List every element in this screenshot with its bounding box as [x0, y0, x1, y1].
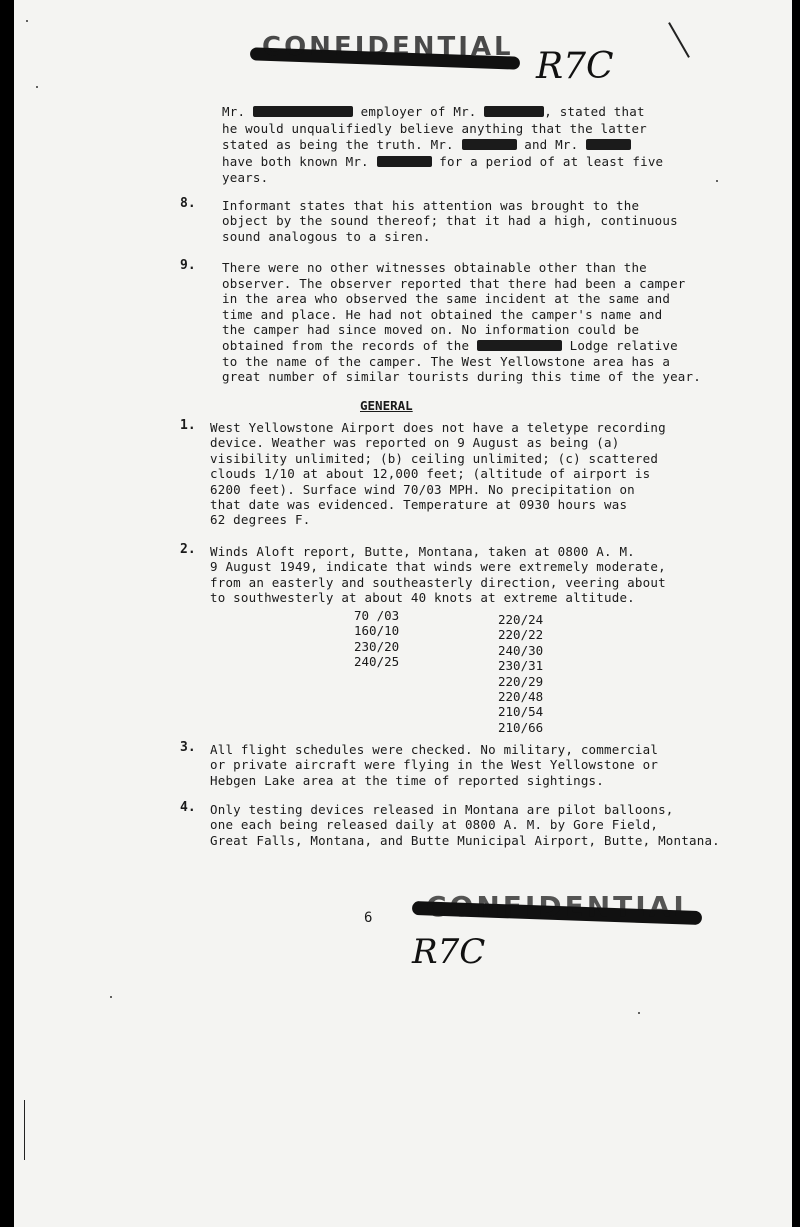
- scan-edge-mark: [668, 22, 690, 58]
- text-line: Informant states that his attention was brought to the: [222, 198, 640, 213]
- redaction-bar: [462, 139, 517, 150]
- redaction-bar: [377, 156, 432, 167]
- text-line: that date was evidenced. Temperature at 0930 hours was: [210, 497, 628, 512]
- text-line: 62 degrees F.: [210, 512, 311, 528]
- text-segment: There were no other witnesses obtainable other than the: [222, 260, 647, 275]
- text-line: object by the sound thereof; that it had a high, continuous: [222, 213, 678, 229]
- text-line: West Yellowstone Airport does not have a teletype recording: [210, 420, 666, 435]
- table-cell: 220/29: [498, 673, 544, 689]
- table-cell: 220/22: [498, 627, 544, 643]
- section-heading-general: GENERAL: [360, 398, 413, 413]
- confidential-stamp-top: CONFIDENTIAL: [262, 32, 514, 62]
- text-line: [222, 354, 670, 369]
- text-line: [222, 260, 647, 275]
- text-line: [222, 121, 647, 136]
- text-segment: great number of similar tourists during this time of the year.: [222, 369, 701, 385]
- text-segment: have both known Mr.: [222, 153, 377, 169]
- text-line: to southwesterly at about 40 knots at extreme altitude.: [210, 590, 635, 606]
- paragraph-number: 4.: [180, 800, 196, 815]
- text-segment: years.: [222, 170, 269, 185]
- text-line: clouds 1/10 at about 12,000 feet; (altitude of airport is: [210, 466, 651, 482]
- text-line: [222, 322, 639, 337]
- text-segment: obtained from the records of the: [222, 338, 477, 353]
- text-segment: he would unqualifiedly believe anything that the latter: [222, 120, 647, 136]
- text-line: 9 August 1949, indicate that winds were extremely moderate,: [210, 559, 666, 575]
- scan-speck: [110, 996, 112, 998]
- table-cell: 240/30: [498, 642, 544, 658]
- text-line: Hebgen Lake area at the time of reported sightings.: [210, 772, 605, 788]
- paragraph-number: 8.: [180, 196, 196, 211]
- table-cell: 230/20: [354, 638, 400, 654]
- text-segment: to the name of the camper. The West Yellowstone area has a: [222, 353, 671, 369]
- text-segment: the camper had since moved on. No information could be: [222, 322, 640, 338]
- redaction-bar: [586, 139, 631, 150]
- paragraph-number: 3.: [180, 740, 196, 755]
- text-line: or private aircraft were flying in the West Yellowstone or: [210, 757, 659, 773]
- text-segment: stated as being the truth. Mr.: [222, 137, 462, 152]
- text-segment: and Mr.: [516, 137, 587, 152]
- paragraph-number: 9.: [180, 258, 196, 273]
- text-line: [222, 276, 686, 291]
- text-line: sound analogous to a siren.: [222, 228, 431, 244]
- text-line: [222, 291, 670, 306]
- table-cell: 210/54: [498, 704, 544, 720]
- text-segment: for a period of at least five: [431, 153, 664, 169]
- scan-speck: [638, 1012, 640, 1014]
- table-cell: 160/10: [354, 623, 400, 639]
- text-line: [222, 338, 678, 353]
- text-line: [222, 137, 631, 152]
- text-line: All flight schedules were checked. No military, commercial: [210, 742, 659, 757]
- redaction-bar: [484, 106, 544, 117]
- text-line: [222, 307, 662, 322]
- text-segment: Lodge relative: [561, 338, 678, 353]
- scan-speck: [36, 86, 38, 88]
- table-cell: 220/24: [498, 612, 544, 627]
- document-page: [14, 0, 792, 1227]
- text-segment: employer of Mr.: [352, 104, 485, 119]
- table-cell: 240/25: [354, 654, 400, 670]
- text-line: [222, 154, 663, 169]
- scan-speck: [716, 180, 718, 182]
- table-cell: 220/48: [498, 689, 544, 704]
- text-segment: , stated that: [544, 104, 645, 119]
- text-line: visibility unlimited; (b) ceiling unlimited; (c) scattered: [210, 450, 659, 466]
- page-number: 6: [364, 910, 373, 926]
- scan-speck: [26, 20, 28, 22]
- text-line: 6200 feet). Surface wind 70/03 MPH. No precipitation on: [210, 481, 635, 497]
- confidential-stamp-bottom: CONFIDENTIAL: [426, 890, 695, 923]
- table-cell: 210/66: [498, 719, 544, 735]
- file-mark-top: R7C: [536, 46, 614, 87]
- paragraph-number: 1.: [180, 418, 196, 433]
- text-line: Winds Aloft report, Butte, Montana, taken at 0800 A. M.: [210, 544, 635, 559]
- table-cell: 70 /03: [354, 608, 400, 623]
- text-line: Only testing devices released in Montana are pilot balloons,: [210, 802, 674, 817]
- text-line: from an easterly and southeasterly direction, veering about: [210, 574, 666, 590]
- text-line: [222, 104, 645, 119]
- redaction-bar: [477, 340, 562, 351]
- table-cell: 230/31: [498, 658, 544, 674]
- file-mark-bottom: R7C: [412, 932, 486, 972]
- text-line: device. Weather was reported on 9 August as being (a): [210, 435, 620, 451]
- text-segment: time and place. He had not obtained the camper's name and: [222, 306, 663, 322]
- text-segment: Mr.: [222, 104, 253, 119]
- text-segment: in the area who observed the same incident at the same and: [222, 291, 671, 307]
- paragraph-number: 2.: [180, 542, 196, 557]
- text-segment: observer. The observer reported that there had been a camper: [222, 275, 686, 291]
- text-line: Great Falls, Montana, and Butte Municipal Airport, Butte, Montana.: [210, 832, 720, 848]
- redaction-bar: [253, 106, 353, 117]
- text-line: [222, 170, 268, 185]
- text-line: [222, 369, 701, 384]
- scan-edge-mark: [24, 1100, 25, 1160]
- text-line: one each being released daily at 0800 A. M. by Gore Field,: [210, 817, 659, 833]
